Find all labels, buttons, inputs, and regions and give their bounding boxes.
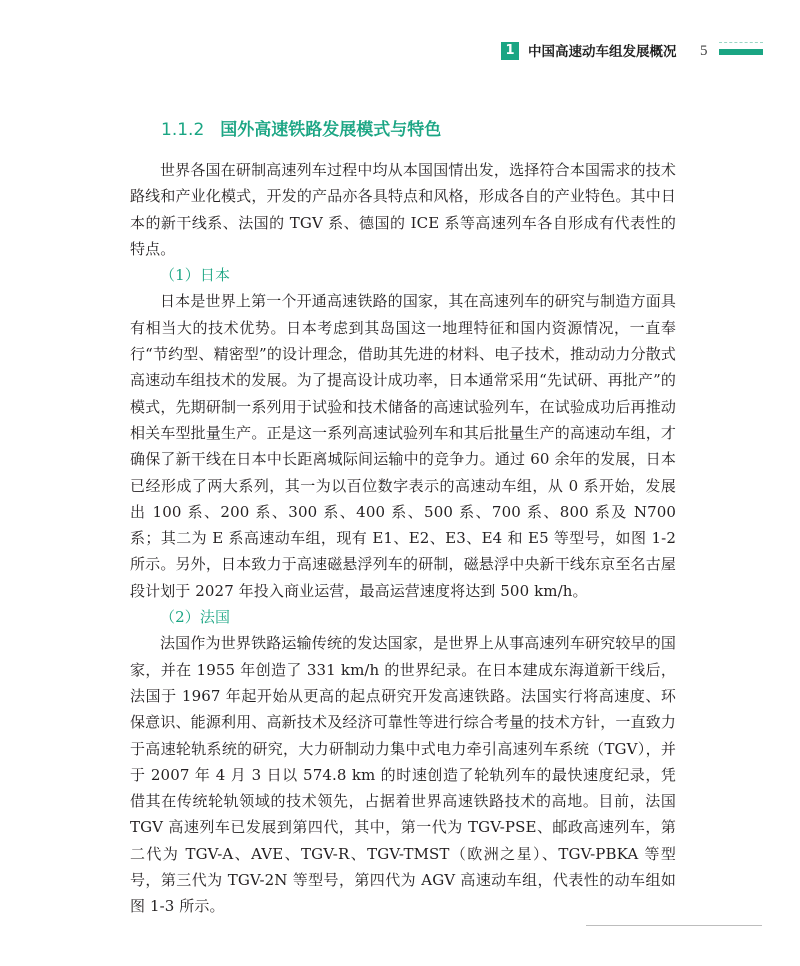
france-paragraph: 法国作为世界铁路运输传统的发达国家，是世界上从事高速列车研究较早的国家，并在 1955 年创造了 331 km/h 的世界纪录。在日本建成东海道新干线后，法国于 1967 年起开始从更高的起点研究开发高速铁路。法国实行将高速度、环保意识、能源利用、高新技术及经济可靠性等进行综合考量的技术方针，一直致力于高速轮轨系统的研究，大力研制动力集中式电力牵引高速列车系统（TGV），并于 2007 年 4 月 3 日以 574.8 km 的时速创造了轮轨列车的最快速度纪录，凭借其在传统轮轨领域的技术领先，占据着世界高速铁路技术的高地。目前，法国 TGV 高速列车已发展到第四代，其中，第一代为 TGV-PSE、邮政高速列车，第二代为 TGV-A、AVE、TGV-R、TGV-TMST（欧洲之星）、TGV-PBKA 等型号，第三代为 TGV-2N 等型号，第四代为 AGV 高速动车组，代表性的动车组如图 1-3 所示。 <box>130 634 676 916</box>
body-text <box>130 157 676 920</box>
subheading-japan: （1）日本 <box>160 266 231 285</box>
intro-paragraph: 世界各国在研制高速列车过程中均从本国国情出发，选择符合本国需求的技术路线和产业化模式，开发的产品亦各具特点和风格，形成各自的产业特色。其中日本的新干线系、法国的 TGV 系、德国的 ICE 系等高速列车各自形成有代表性的特点。 <box>130 161 676 258</box>
page-marker-dashed-line <box>719 42 763 43</box>
japan-paragraph: 日本是世界上第一个开通高速铁路的国家，其在高速列车的研究与制造方面具有相当大的技术优势。日本考虑到其岛国这一地理特征和国内资源情况，一直奉行“节约型、精密型”的设计理念，借助其先进的材料、电子技术，推动动力分散式高速动车组技术的发展。为了提高设计成功率，日本通常采用“先试研、再批产”的模式，先期研制一系列用于试验和技术储备的高速试验列车，在试验成功后再推动相关车型批量生产。正是这一系列高速试验列车和其后批量生产的高速动车组，才确保了新干线在日本中长距离城际间运输中的竞争力。通过 60 余年的发展，日本已经形成了两大系列，其一为以百位数字表示的高速动车组，从 0 系开始，发展出 100 系、200 系、300 系、400 系、500 系、700 系、800 系及 N700 系；其二为 E 系高速动车组，现有 E1、E2、E3、E4 和 E5 等型号，如图 1-2 所示。另外，日本致力于高速磁悬浮列车的研制，磁悬浮中央新干线东京至名古屋段计划于 2027 年投入商业运营，最高运营速度将达到 500 km/h。 <box>130 292 676 600</box>
section-number: 1.1.2 <box>161 120 205 140</box>
section-title: 国外高速铁路发展模式与特色 <box>220 120 442 140</box>
page-number: 5 <box>700 43 708 59</box>
chapter-title: 中国高速动车组发展概况 <box>528 44 677 60</box>
page-marker-bar <box>719 49 763 55</box>
footer-rule <box>586 925 762 926</box>
section-heading <box>161 118 441 142</box>
subheading-france: （2）法国 <box>160 608 231 627</box>
page-header <box>0 40 800 64</box>
chapter-number-badge: 1 <box>501 42 519 60</box>
